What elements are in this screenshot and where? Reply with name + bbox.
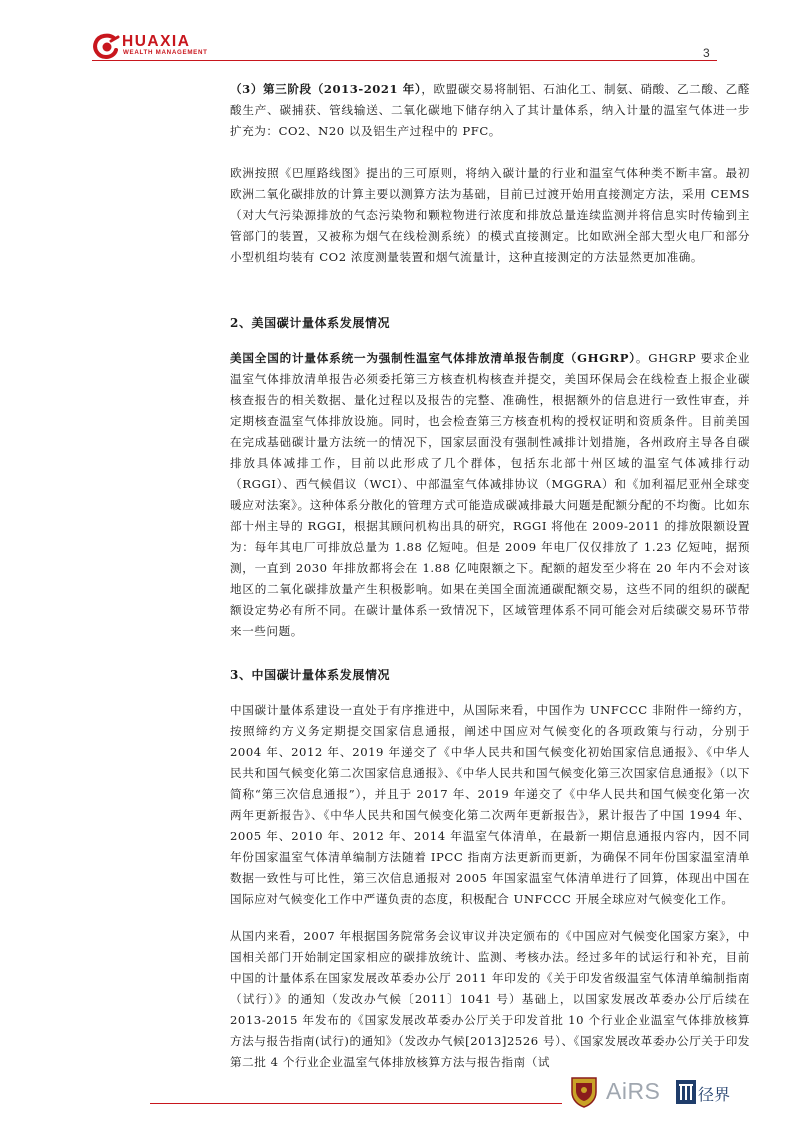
university-crest-icon <box>570 1076 598 1108</box>
footer-logos <box>570 1076 740 1110</box>
paragraph-us-ghgrp <box>230 348 750 642</box>
paragraph-china-international: 中国碳计量体系建设一直处于有序推进中，从国际来看，中国作为 UNFCCC 非附件一缔约方，按照缔约方义务定期提交国家信息通报，阐述中国应对气候变化的各项政策与行动，分别于 2004 年、2012 年、2019 年递交了《中华人民共和国气候变化初始国家信息通报》、《中华人民共和国气候变化第二次国家信息通报》、《中华人民共和国气候变化第三次国家信息通报》（以下简称“第三次信息通报”），并且于 2017 年、2019 年递交了《中华人民共和国气候变化第一次两年更新报告》、《中华人民共和国气候变化第二次两年更新报告》，累计报告了中国 1994 年、2005 年、2010 年、2012 年、2014 年温室气体清单，在最新一期信息通报内容内，因不同年份国家温室气体清单编制方法随着 IPCC 指南方法更新而更新，为确保不同年份国家温室清单数据一致性与可比性，第三次信息通报对 2005 年国家温室气体清单进行了回算，体现出中国在国际应对气候变化工作中严谨负责的态度，积极配合 UNFCCC 开展全球应对气候变化工作。 <box>230 703 750 906</box>
section-heading-china: 3、中国碳计量体系发展情况 <box>230 668 391 682</box>
ghgrp-text: 。GHGRP 要求企业温室气体排放清单报告必须委托第三方核查机构核查并提交，美国环保局会在线检查上报企业碳核查报告的相关数据、量化过程以及报告的完整、准确性，根据额外的信息进行一致性审查，并定期核查温室气体排放设施。同时，也会检查第三方核查机构的授权证明和资质条件。目前美国在完成基础碳计量方法统一的情况下，国家层面没有强制性减排计划措施，各州政府主导各自碳排放具体减排工作，目前以此形成了几个群体，包括东北部十州区域的温室气体减排行动（RGGI）、西气候倡议（WCI）、中部温室气体减排协议（MGGRA）和《加利福尼亚州全球变暖应对法案》。这种体系分散化的管理方式可能造成碳减排最大问题是配额分配的不均衡。比如东部十州主导的 RGGI，根据其顾问机构出具的研究，RGGI 将他在 2009-2011 的排放限额设置为：每年其电厂可排放总量为 1.88 亿短吨。但是 2009 年电厂仅仅排放了 1.23 亿短吨，据预测，一直到 2030 年排放都将会在 1.88 亿吨限额之下。配额的超发至少将在 20 年内不会对该地区的二氧化碳排放量产生积极影响。如果在美国全面流通碳配额交易，这些不同的组织的碳配额设定势必有所不同。在碳计量体系一致情况下，区域管理体系不同可能会对后续碳交易环节带来一些问题。 <box>230 351 750 638</box>
phase-three-text: ，欧盟碳交易将制铝、石油化工、制氨、硝酸、乙二酸、乙醛酸生产、碳捕获、管线输送、二氧化碳地下储存纳入了其计量体系，纳入计量的温室气体进一步扩充为：CO2、N20 以及铝生产过程中的 PFC。 <box>230 82 750 138</box>
section-heading-us: 2、美国碳计量体系发展情况 <box>230 316 391 330</box>
ghgrp-lead: 美国全国的计量体系统一为强制性温室气体排放清单报告制度（GHGRP） <box>230 351 636 365</box>
jiejie-logo <box>676 1080 738 1106</box>
paragraph-phase-three <box>230 79 750 142</box>
airs-logo: AiRS <box>606 1078 661 1104</box>
header-divider <box>92 60 717 61</box>
huaxia-logo-mark-icon <box>92 32 122 60</box>
paragraph-china-domestic: 从国内来看，2007 年根据国务院常务会议审议并决定颁布的《中国应对气候变化国家方案》，中国相关部门开始制定国家相应的碳排放统计、监测、考核办法。经过多年的试运行和补充，目前中国的计量体系在国家发展改革委办公厅 2011 年印发的《关于印发省级温室气体清单编制指南（试行）》的通知（发改办气候〔2011〕1041 号）基础上，以国家发展改革委办公厅后续在 2013-2015 年发布的《国家发展改革委办公厅关于印发首批 10 个行业企业温室气体排放核算方法与报告指南(试行)的通知》（发改办气候[2013]2526 号）、《国家发展改革委办公厅关于印发第二批 4 个行业企业温室气体排放核算方法与报告指南（试 <box>230 929 750 1069</box>
page-header <box>0 0 793 70</box>
brand-name: HUAXIA <box>122 33 191 50</box>
paragraph-eu-measurement: 欧洲按照《巴厘路线图》提出的三可原则，将纳入碳计量的行业和温室气体种类不断丰富。最初欧洲二氧化碳排放的计算主要以测算方法为基础，目前已过渡开始用直接测定方法，采用 CEMS（对大气污染源排放的气态污染物和颗粒物进行浓度和排放总量连续监测并将信息实时传输到主管部门的装置，又被称为烟气在线检测系统）的模式直接测定。比如欧洲全部大型火电厂和部分小型机组均装有 CO2 浓度测量装置和烟气流量计，这种直接测定的方法显然更加准确。 <box>230 166 750 264</box>
jiejie-mark-icon <box>676 1080 696 1104</box>
phase-three-lead: （3）第三阶段（2013-2021 年） <box>230 82 422 96</box>
page-number: 3 <box>703 46 710 60</box>
brand-subtitle: WEALTH MANAGEMENT <box>123 49 208 56</box>
jiejie-name: 径界 <box>698 1085 731 1104</box>
footer-divider <box>150 1103 562 1104</box>
